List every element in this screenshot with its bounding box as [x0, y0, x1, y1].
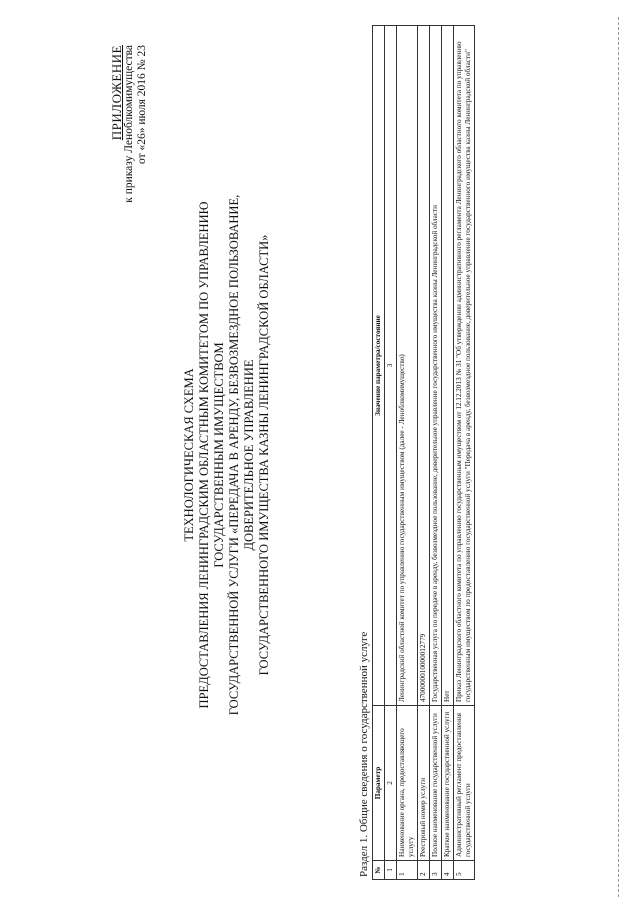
page-bottom-divider [618, 17, 619, 897]
appendix-heading: ПРИЛОЖЕНИЕ [109, 45, 124, 141]
header-value: Значение параметра/состояние [373, 26, 385, 706]
table-row [430, 26, 442, 880]
index-cell: 2 [385, 706, 397, 861]
row-value: Нет [442, 26, 454, 706]
table-row [454, 26, 475, 880]
row-value: Приказ Ленинградского областного комитета по управлению государственным имуществом от 12.12.2013 № 31 "Об утверждении административного регламента Ленинградского областного комитета по управлению государственным имуществом по предоставлению государственной услуги "Передача в аренду, безвозмездное пользование, доверительное управление государственного имущества казны Ленинградской области" [454, 26, 475, 706]
table-row [442, 26, 454, 880]
row-value: 4700000010000012779 [418, 26, 430, 706]
table-row [397, 26, 418, 880]
table-row [418, 26, 430, 880]
index-cell: 3 [385, 26, 397, 706]
header-number: № [373, 861, 385, 880]
row-parameter: Реестровый номер услуги [418, 706, 430, 861]
general-info-table [372, 25, 475, 880]
title-line-2: ПРЕДОСТАВЛЕНИЯ ЛЕНИНГРАДСКИМ ОБЛАСТНЫМ КОМИТЕТОМ ПО УПРАВЛЕНИЮ ГОСУДАРСТВЕННЫМ ИМУЩЕСТВОМ [197, 201, 226, 709]
title-line-3: ГОСУДАРСТВЕННОЙ УСЛУГИ «ПЕРЕДАЧА В АРЕНДУ, БЕЗВОЗМЕЗДНОЕ ПОЛЬЗОВАНИЕ, ДОВЕРИТЕЛЬНОЕ УПРАВЛЕНИЕ [227, 194, 256, 716]
document-title [182, 145, 272, 765]
appendix-date-line: от «26» июля 2016 № 23 [136, 45, 148, 164]
row-value: Государственная услуга по передаче в аренду, безвозмездное пользование, доверительное управление государственного имущества казны Ленинградской области [430, 26, 442, 706]
row-value: Ленинградский областной комитет по управлению государственным имуществом (далее - Леноблкомимущество) [397, 26, 418, 706]
header-parameter: Параметр [373, 706, 385, 861]
row-number: 1 [397, 861, 418, 880]
row-parameter: Полное наименование государственной услуги [430, 706, 442, 861]
row-number: 4 [442, 861, 454, 880]
row-parameter: Наименование органа, предоставляющего услугу [397, 706, 418, 861]
index-cell: 1 [385, 861, 397, 880]
row-parameter: Административный регламент предоставления государственной услуги [454, 706, 475, 861]
table-header-row [373, 26, 385, 880]
row-number: 2 [418, 861, 430, 880]
row-number: 3 [430, 861, 442, 880]
title-line-4: ГОСУДАРСТВЕННОГО ИМУЩЕСТВА КАЗНЫ ЛЕНИНГРАДСКОЙ ОБЛАСТИ» [257, 234, 271, 676]
appendix-order-line: к приказу Леноблкомимущества [123, 45, 135, 203]
row-parameter: Краткое наименование государственной услуги [442, 706, 454, 861]
table-index-row [385, 26, 397, 880]
row-number: 5 [454, 861, 475, 880]
title-line-1: ТЕХНОЛОГИЧЕСКАЯ СХЕМА [182, 368, 196, 542]
section-title: Раздел 1. Общие сведения о государственной услуге [358, 631, 370, 877]
appendix-block [110, 45, 149, 245]
